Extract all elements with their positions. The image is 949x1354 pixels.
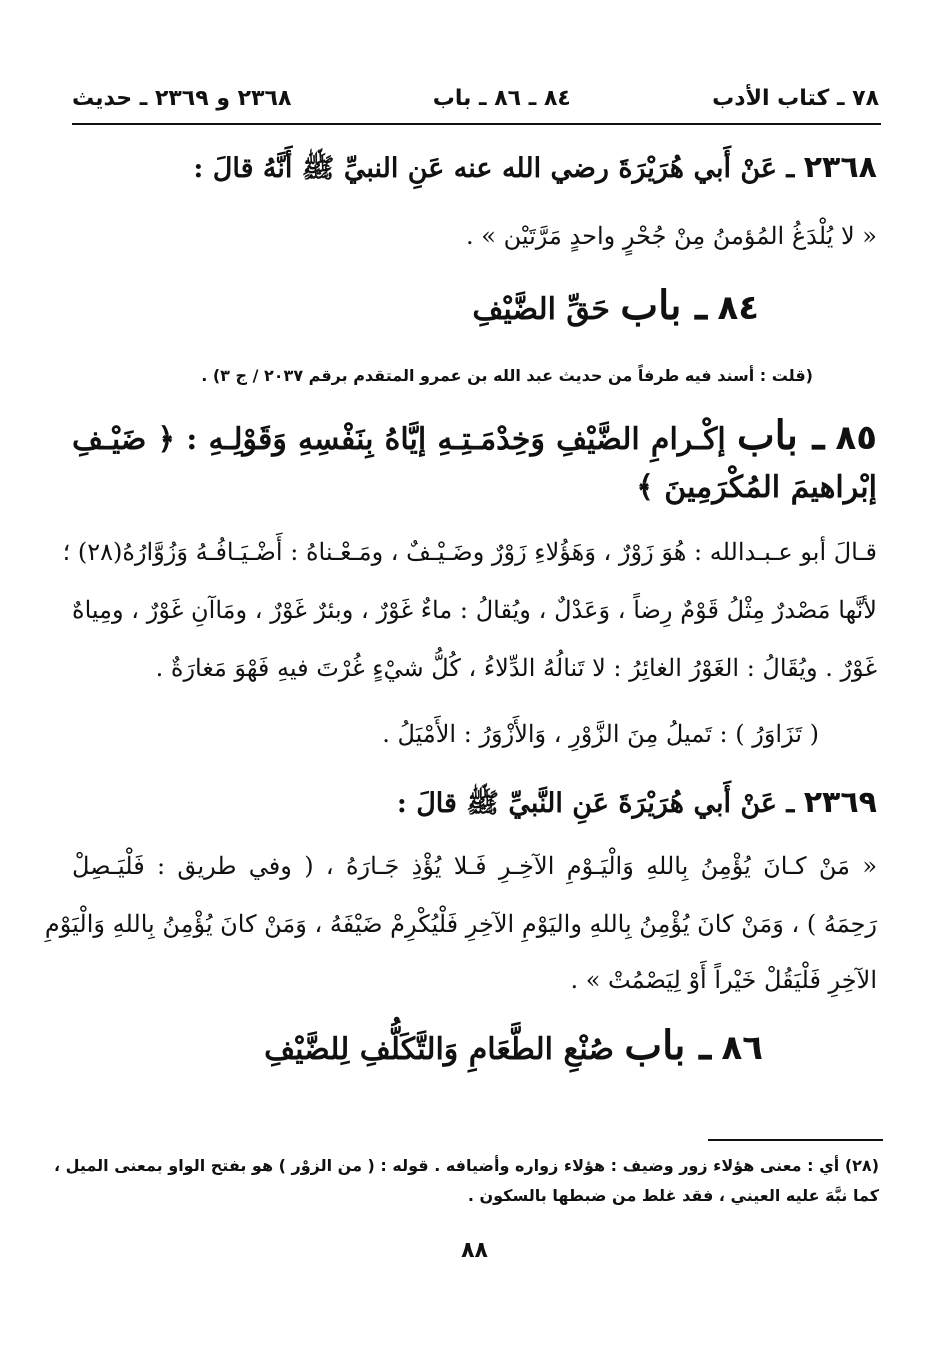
commentary-line-3: غَوْرٌ . ويُقَالُ : الغَوْرُ الغائِرُ : لا تَنالُهُ الدِّلاءُ ، كُلُّ شيْءٍ غُرْتَ فيهِ فَهْوَ مَغارَةٌ . (155, 654, 877, 682)
chapter-86-number: ٨٦ (721, 1028, 763, 1068)
hadith-2369-isnad-text: ـ عَنْ أَبي هُرَيْرَةَ عَنِ النَّبيِّ ﷺ قالَ : (396, 788, 795, 819)
footnote-divider (708, 1139, 883, 1141)
commentary-line-4: ( تَزَاوَرُ ) : تَميلُ مِنَ الزَّوْرِ ، وَالأَزْوَرُ : الأَمْيَلُ . (382, 720, 819, 748)
chapter-85-title-line2: إبْراهيمَ المُكْرَمِينَ ﴾ (636, 470, 877, 505)
page-number: ٨٨ (461, 1238, 488, 1263)
footnote-line-2: كما نبَّهَ عليه العيني ، فقد غلط من ضبطها بالسكون . (467, 1186, 879, 1205)
hadith-2368-isnad (72, 150, 877, 191)
hadith-2368-number: ٢٣٦٨ (803, 150, 877, 185)
hadith-2369-matn-line-3: الآخِرِ فَلْيَقُلْ خَيْراً أَوْ لِيَصْمُتْ » . (570, 966, 877, 994)
chapter-86-bab: ـ باب (624, 1022, 712, 1069)
chapter-85-title-line1: إكْـرامِ الضَّيْفِ وَخِدْمَـتِـهِ إيَّاهُ بِنَفْسِهِ وَقَوْلِـهِ : ﴿ ضَيْـفِ (72, 422, 726, 457)
footnote-line-1: (٢٨) أي : معنى هؤلاء زور وضيف : هؤلاء زواره وأضيافه . قوله : ( من الزوْر ) هو بفتح الواو بمعنى الميل ، (53, 1156, 879, 1175)
hadith-2369-number: ٢٣٦٩ (803, 785, 877, 820)
chapter-86-title: صُنْعِ الطَّعَامِ وَالتَّكَلُّفِ لِلضَّيْفِ (264, 1032, 614, 1067)
header-divider (72, 123, 881, 125)
header-chapters: ٨٤ ـ ٨٦ ـ باب (432, 85, 571, 111)
chapter-84-note: (قلت : أسند فيه طرفاً من حديث عبد الله بن عمرو المتقدم برقم ٢٠٣٧ / ج ٣) . (201, 366, 813, 385)
hadith-2369-matn-line-2: رَحِمَهُ ) ، وَمَنْ كانَ يُؤْمِنُ بِاللهِ واليَوْمِ الآخِرِ فَلْيُكْرِمْ ضَيْفَهُ ، وَمَنْ كانَ يُؤْمِنُ بِاللهِ وَالْيَوْمِ (44, 910, 877, 938)
commentary-line-2: لأنَّها مَصْدرٌ مِثْلُ قَوْمٌ رِضاً ، وَعَدْلٌ ، ويُقالُ : ماءٌ غَوْرٌ ، وبئرٌ غَوْرٌ ، ومَاآنِ غَوْرٌ ، ومِياهٌ (72, 596, 877, 624)
hadith-2369-isnad (72, 785, 877, 826)
chapter-85-number: ٨٥ (835, 418, 878, 458)
chapter-85-heading-line1 (72, 412, 877, 459)
chapter-85-bab: ـ باب (736, 412, 825, 459)
commentary-line-1: قـالَ أبو عـبـدالله : هُوَ زَوْرٌ ، وَهَؤُلاءِ زَوْرٌ وضَـيْـفٌ ، ومَـعْـناهُ : أَضْـيَـافُـهُ وَزُوَّارُهُ(٢٨) ؛ (62, 538, 877, 566)
hadith-2368-isnad-text: ـ عَنْ أَبي هُرَيْرَةَ رضي الله عنه عَنِ النبيِّ ﷺ أَنَّهُ قالَ : (193, 153, 795, 184)
chapter-84-number: ٨٤ (717, 288, 759, 328)
chapter-84-title: حَقِّ الضَّيْفِ (472, 292, 610, 327)
chapter-86-heading (72, 1022, 763, 1069)
chapter-84-heading (72, 282, 759, 329)
hadith-2369-matn-line-1: « مَنْ كـانَ يُؤْمِنُ بِاللهِ وَالْيَـوْمِ الآخِـرِ فَـلا يُؤْذِ جَـارَهُ ، ( وفي طريق : فَلْيَـصِلْ (72, 852, 877, 880)
hadith-2368-matn: « لا يُلْدَغُ المُؤمنُ مِنْ جُحْرٍ واحدٍ مَرَّتَيْن » . (466, 222, 877, 250)
header-hadiths: ٢٣٦٨ و ٢٣٦٩ ـ حديث (72, 85, 292, 111)
running-header (72, 78, 879, 118)
header-book: ٧٨ ـ كتاب الأدب (712, 85, 879, 111)
chapter-84-bab: ـ باب (620, 282, 708, 329)
